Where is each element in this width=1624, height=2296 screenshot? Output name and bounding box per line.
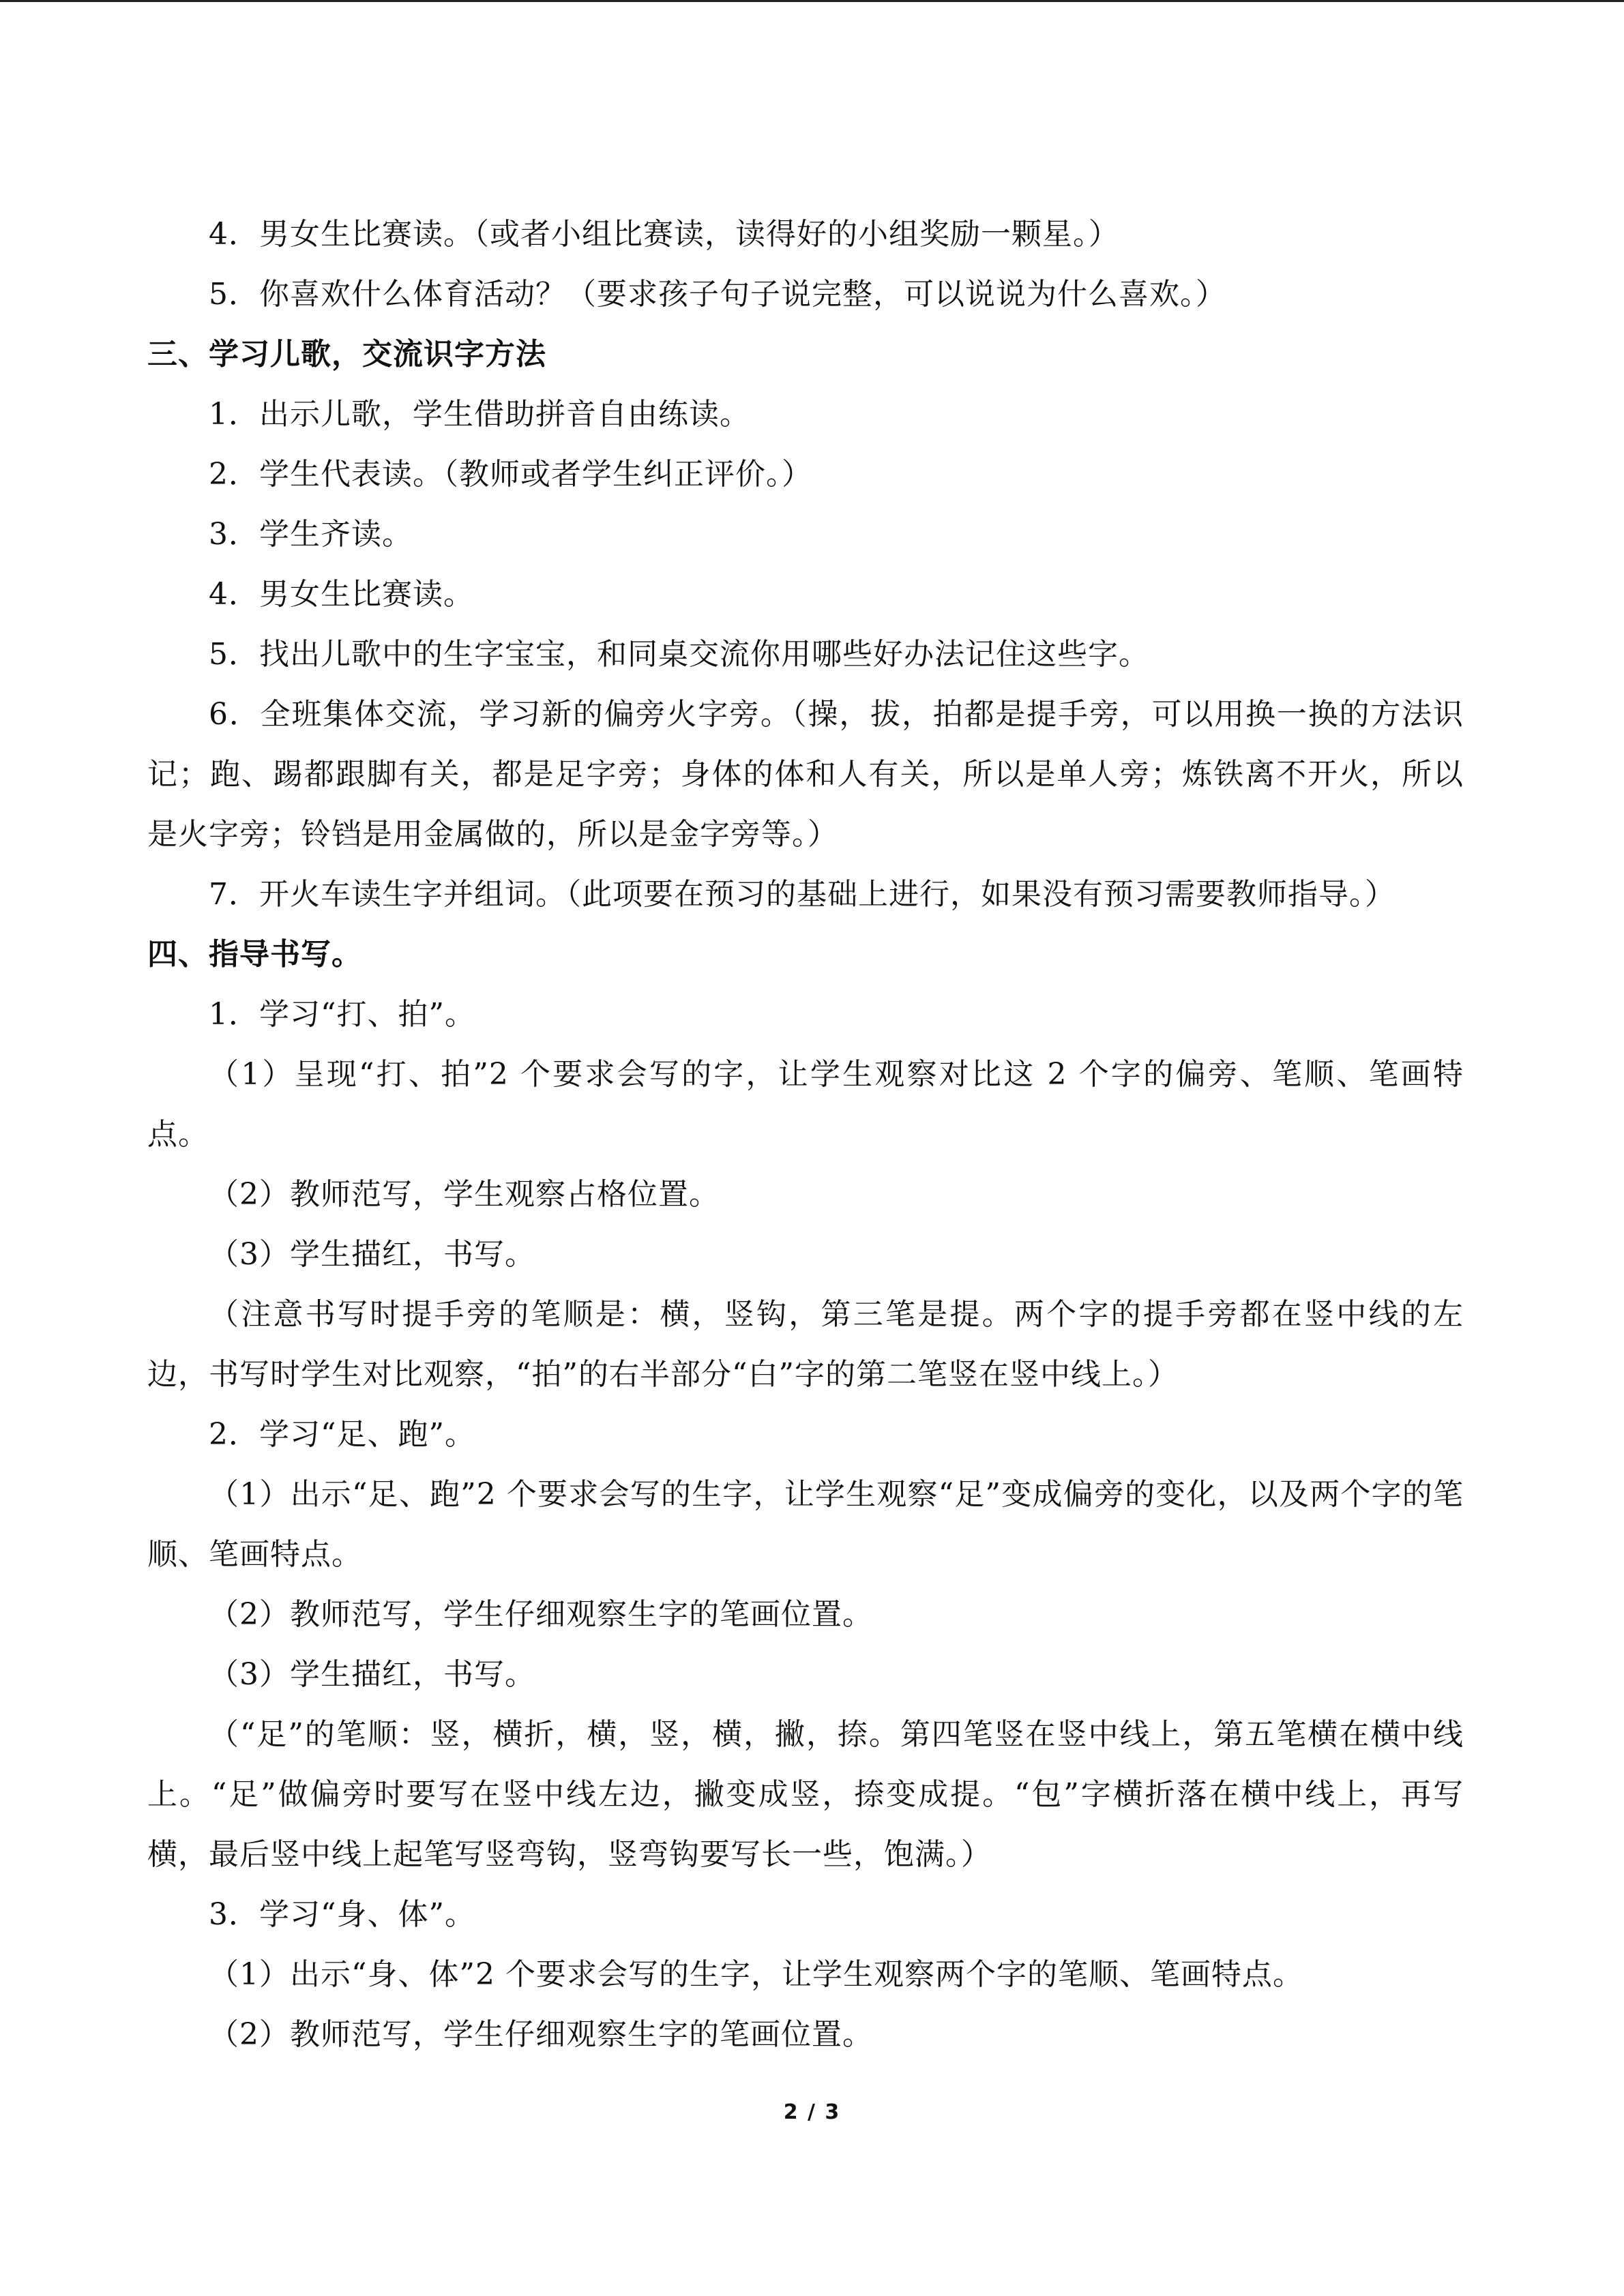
list-item-show-rhyme: 1．出示儿歌，学生借助拼音自由练读。 (209, 397, 750, 432)
sub-item-show-zu-pao: （1）出示“足、跑”2 个要求会写的生字，让学生观察“足”变成偏旁的变化，以及两个字的笔顺、笔画特点。 (147, 1477, 1464, 1572)
list-item-boys-girls-reading-contest: 4．男女生比赛读。（或者小组比赛读，读得好的小组奖励一颗星。） (209, 217, 1119, 252)
sub-item-show-shen-ti: （1）出示“身、体”2 个要求会写的生字，让学生观察两个字的笔顺、笔画特点。 (209, 1957, 1303, 1992)
page-number: 2 / 3 (783, 2100, 841, 2124)
list-item-find-new-characters: 5．找出儿歌中的生字宝宝，和同桌交流你用哪些好办法记住这些字。 (209, 637, 1149, 672)
section-heading-3: 三、学习儿歌，交流识字方法 (147, 337, 546, 372)
sub-item-present-da-pai: （1）呈现“打、拍”2 个要求会写的字，让学生观察对比这 2 个字的偏旁、笔顺、笔画特点。 (147, 1057, 1464, 1152)
list-item-boys-girls-contest: 4．男女生比赛读。 (209, 577, 474, 612)
sub-item-teacher-demo-2: （2）教师范写，学生仔细观察生字的笔画位置。 (209, 1597, 873, 1632)
note-stroke-order-hand-radical: （注意书写时提手旁的笔顺是：横，竖钩，第三笔是提。两个字的提手旁都在竖中线的左边，书写时学生对比观察，“拍”的右半部分“白”字的第二笔竖在竖中线上。） (147, 1297, 1464, 1392)
sub-item-teacher-demo-3: （2）教师范写，学生仔细观察生字的笔画位置。 (209, 2017, 873, 2052)
list-item-learn-da-pai: 1．学习“打、拍”。 (209, 997, 475, 1032)
note-stroke-order-zu: （“足”的笔顺：竖，横折，横，竖，横，撇，捺。第四笔竖在竖中线上，第五笔横在横中线上。“足”做偏旁时要写在竖中线左边，撇变成竖，捺变成提。“包”字横折落在横中线上，再写横，最后竖中线上起笔写竖弯钩，竖弯钩要写长一些，饱满。） (147, 1717, 1464, 1872)
list-item-class-discussion: 6．全班集体交流，学习新的偏旁火字旁。（操，拔，拍都是提手旁，可以用换一换的方法识记；跑、踢都跟脚有关，都是足字旁；身体的体和人有关，所以是单人旁；炼铁离不开火，所以是火字旁；铃铛是用金属做的，所以是金字旁等。） (147, 697, 1464, 852)
list-item-read-together: 3．学生齐读。 (209, 517, 413, 552)
list-item-student-reads: 2．学生代表读。（教师或者学生纠正评价。） (209, 457, 812, 492)
list-item-train-reading: 7．开火车读生字并组词。（此项要在预习的基础上进行，如果没有预习需要教师指导。） (209, 877, 1396, 912)
section-heading-4: 四、指导书写。 (147, 937, 362, 972)
top-border-rule (0, 0, 1624, 2)
list-item-favorite-sports: 5．你喜欢什么体育活动？（要求孩子句子说完整，可以说说为什么喜欢。） (209, 277, 1226, 312)
document-body (147, 205, 1464, 2065)
sub-item-trace-write-1: （3）学生描红，书写。 (209, 1237, 535, 1272)
sub-item-trace-write-2: （3）学生描红，书写。 (209, 1657, 535, 1692)
sub-item-teacher-demo-1: （2）教师范写，学生观察占格位置。 (209, 1177, 720, 1212)
list-item-learn-zu-pao: 2．学习“足、跑”。 (209, 1417, 475, 1452)
list-item-learn-shen-ti: 3．学习“身、体”。 (209, 1897, 475, 1932)
